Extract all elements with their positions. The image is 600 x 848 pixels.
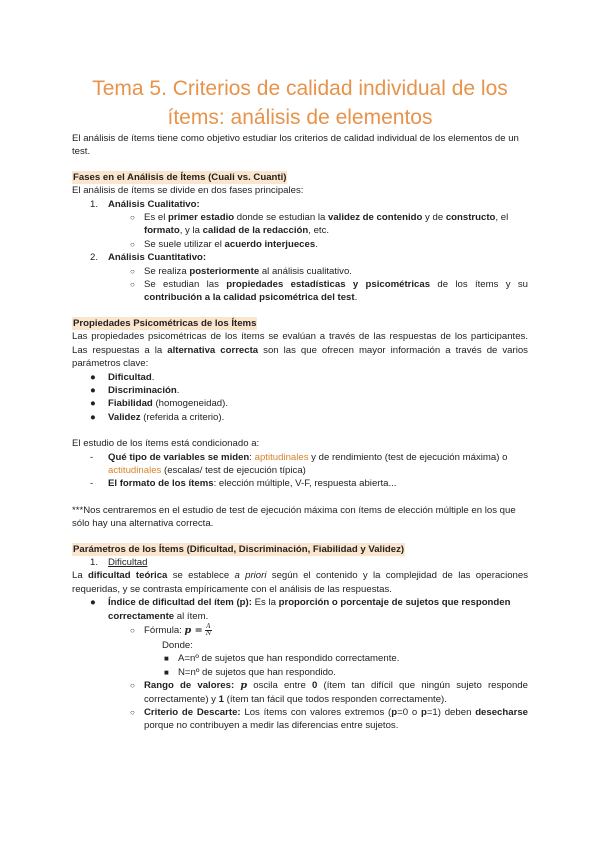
- circle-bullet-icon: ○: [130, 239, 135, 249]
- bullet-icon: ●: [90, 597, 96, 609]
- list-item: ● Validez (referida a criterio).: [90, 411, 225, 423]
- list-item: 1. Análisis Cualitativo:: [90, 198, 200, 210]
- circle-bullet-icon: ○: [130, 626, 135, 635]
- circle-bullet-icon: ○: [130, 280, 135, 290]
- list-item: ○ Rango de valores: p oscila entre 0 (ítem tan difícil que ningún sujeto responde correctamente) y 1 (ítem tan fácil que todos responden correctamente).: [130, 680, 528, 705]
- list-item: ○ Se realiza posteriormente al análisis cualitativo.: [130, 265, 352, 277]
- note-paragraph: ***Nos centraremos en el estudio de test de ejecución máxima con ítems de elección múltiple en los que sólo hay una alternativa correcta.: [72, 504, 516, 530]
- list-item: ○ Fórmula: p = $\frac{A}{N}$: [72, 623, 528, 639]
- section-heading-parametros: Parámetros de los Ítems (Dificultad, Discriminación, Fiabilidad y Validez): [73, 543, 405, 555]
- list-item: ○ Criterio de Descarte: Los ítems con valores extremos (p=0 o p=1) deben desecharse porque no contribuyen a medir las diferencias entre sujetos.: [130, 707, 528, 732]
- dificultad-paragraph: La dificultad teórica se establece a priori según el contenido y la complejidad de las operaciones requeridas, y se contrasta empíricamente con el análisis de las respuestas.: [72, 570, 529, 595]
- intro-paragraph: El análisis de ítems tiene como objetivo estudiar los criterios de calidad individual de los elementos de un test.: [72, 133, 519, 158]
- circle-bullet-icon: ○: [130, 708, 135, 718]
- list-item: - Qué tipo de variables se miden: aptitudinales y de rendimiento (test de ejecución máxima) o actitudinales (escalas/ test de ejecución típica): [90, 451, 508, 476]
- section-heading-propiedades: Propiedades Psicométricas de los Ítems: [73, 317, 257, 329]
- square-bullet-icon: ■: [164, 667, 169, 677]
- condicionado-lead: El estudio de los ítems está condicionado a:: [72, 438, 260, 450]
- list-item: 1. Dificultad: [90, 556, 148, 568]
- list-item: 2. Análisis Cuantitativo:: [90, 252, 207, 264]
- dash-bullet-icon: -: [90, 451, 94, 463]
- page-title: Tema 5. Criterios de calidad individual de los ítems: análisis de elementos: [92, 77, 508, 129]
- list-item: ● Discriminación.: [90, 384, 180, 396]
- circle-bullet-icon: ○: [130, 213, 135, 223]
- bullet-icon: ●: [90, 411, 96, 423]
- list-item: ● Dificultad.: [90, 371, 155, 383]
- list-item: ● Fiabilidad (homogeneidad).: [90, 398, 228, 410]
- square-bullet-icon: ■: [164, 654, 169, 664]
- list-item: ■ N=nº de sujetos que han respondido.: [164, 666, 336, 678]
- circle-bullet-icon: ○: [130, 681, 135, 691]
- donde-label: Donde:: [162, 640, 193, 651]
- list-item: ○ Es el primer estadio donde se estudian la validez de contenido y de constructo, el formato, y la calidad de la redacción, etc.: [130, 212, 509, 237]
- dash-bullet-icon: -: [90, 478, 94, 490]
- fases-lead: El análisis de ítems se divide en dos fases principales:: [72, 185, 304, 197]
- circle-bullet-icon: ○: [130, 266, 135, 276]
- propiedades-paragraph: Las propiedades psicométricas de los ítems se evalúan a través de las respuestas de los participantes. Las respuestas a la alternativa correcta son las que ofrecen mayor información a través de varios parámetros clave:: [72, 331, 528, 370]
- list-item: - El formato de los ítems: elección múltiple, V-F, respuesta abierta...: [90, 478, 397, 490]
- list-item: ○ Se estudian las propiedades estadísticas y psicométricas de los ítems y su contribución a la calidad psicométrica del test.: [130, 279, 528, 304]
- fraction: $\frac{A}{N}$: [205, 622, 212, 637]
- list-item: ○ Se suele utilizar el acuerdo interjueces.: [130, 238, 318, 250]
- section-heading-fases: Fases en el Análisis de Ítems (Cuali vs. Cuanti): [73, 171, 287, 183]
- bullet-icon: ●: [90, 371, 96, 383]
- bullet-icon: ●: [90, 398, 96, 410]
- list-item: ■ A=nº de sujetos que han respondido correctamente.: [164, 653, 400, 665]
- list-item: ● Índice de dificultad del ítem (p): Es la proporción o porcentaje de sujetos que responden correctamente al ítem.: [90, 597, 511, 622]
- bullet-icon: ●: [90, 384, 96, 396]
